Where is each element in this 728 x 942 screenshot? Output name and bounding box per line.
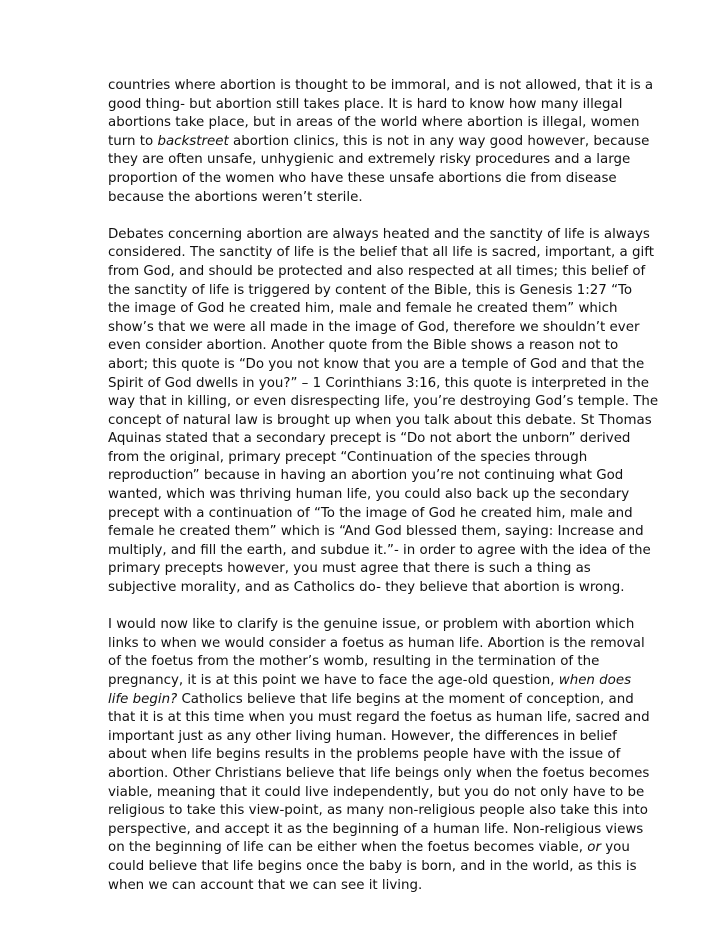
- text-run: show’s that we were all made in the image of God, therefore we shouldn’t ever: [108, 319, 640, 335]
- text-line: [108, 300, 628, 319]
- text-line: [108, 96, 628, 115]
- text-line: [108, 746, 628, 765]
- text-run: links to when we would consider a foetus as human life. Abortion is the removal: [108, 635, 645, 651]
- text-line: [108, 486, 628, 505]
- text-run: about when life begins results in the problems people have with the issue of: [108, 747, 621, 763]
- text-run: important just as any other living human. However, the differences in belief: [108, 728, 617, 744]
- text-run: Aquinas stated that a secondary precept is “Do not abort the unborn” derived: [108, 431, 631, 447]
- text-run: of the foetus from the mother’s womb, resulting in the termination of the: [108, 654, 600, 670]
- text-line: [108, 802, 648, 821]
- text-run: because the abortions weren’t sterile.: [108, 189, 363, 205]
- text-run: on the beginning of life can be either when the foetus becomes viable,: [108, 840, 588, 856]
- text-run: multiply, and fill the earth, and subdue it.”- in order to agree with the idea of the: [108, 542, 651, 558]
- text-run: that it is at this time when you must regard the foetus as human life, sacred and: [108, 710, 650, 726]
- text-run: considered. The sanctity of life is the belief that all life is sacred, important, a gift: [108, 245, 654, 261]
- text-line: [108, 839, 628, 858]
- text-run: viable, meaning that it could live independently, but you do not only have to be: [108, 784, 645, 800]
- text-run: Spirit of God dwells in you?” – 1 Corinthians 3:16, this quote is interpreted in the: [108, 375, 650, 391]
- text-line: [108, 319, 640, 338]
- text-run: reproduction” because in having an abortion you’re not continuing what God: [108, 468, 624, 484]
- text-line: [108, 412, 652, 431]
- text-run: way that in killing, or even disrespecting life, you’re destroying God’s temple. The: [108, 394, 659, 410]
- text-run: proportion of the women who have these unsafe abortions die from disease: [108, 170, 617, 186]
- text-line: [108, 114, 640, 133]
- text-line: [108, 449, 628, 468]
- text-line: [108, 877, 628, 896]
- body-paragraph: [108, 77, 654, 207]
- text-run: the sanctity of life is triggered by content of the Bible, this is Genesis 1:27 “To: [108, 282, 633, 298]
- text-run: abortion. Other Christians believe that life beings only when the foetus becomes: [108, 765, 650, 781]
- text-run: even consider abortion. Another quote from the Bible shows a reason not to: [108, 338, 619, 354]
- text-run: turn to: [108, 133, 158, 149]
- italic-text-run: or: [587, 840, 601, 856]
- text-run: Debates concerning abortion are always heated and the sanctity of life is always: [108, 226, 650, 242]
- text-line: [108, 821, 644, 840]
- text-run: abortion clinics, this is not in any way good however, because: [228, 133, 650, 149]
- text-line: [108, 728, 628, 747]
- text-line: [108, 430, 631, 449]
- text-run: you: [600, 840, 630, 856]
- body-paragraph: [108, 226, 659, 598]
- text-line: [108, 77, 654, 96]
- text-run: I would now like to clarify is the genuine issue, or problem with abortion which: [108, 617, 635, 633]
- text-run: from the original, primary precept “Continuation of the species through: [108, 449, 588, 465]
- text-run: religious to take this view-point, as many non-religious people also take this into: [108, 803, 648, 819]
- text-line: [108, 263, 646, 282]
- italic-text-run: when does: [558, 673, 632, 688]
- text-line: [108, 635, 645, 654]
- text-line: [108, 579, 628, 598]
- text-line: [108, 356, 645, 375]
- text-run: the image of God he created him, male and female he created them” which: [108, 301, 618, 317]
- text-line: [108, 170, 628, 189]
- text-run: abortions take place, but in areas of the world where abortion is illegal, women: [108, 115, 640, 131]
- text-line: [108, 784, 645, 803]
- text-run: concept of natural law is brought up when you talk about this debate. St Thomas: [108, 412, 652, 428]
- text-line: [108, 709, 650, 728]
- text-line: [108, 189, 628, 208]
- text-line: [108, 672, 632, 691]
- text-run: primary precepts however, you must agree that there is such a thing as: [108, 561, 591, 577]
- text-line: [108, 375, 650, 394]
- text-line: [108, 523, 644, 542]
- text-line: [108, 133, 650, 152]
- text-line: [108, 282, 633, 301]
- text-run: they are often unsafe, unhygienic and extremely risky procedures and a large: [108, 152, 631, 168]
- text-run: Catholics believe that life begins at the moment of conception, and: [177, 691, 634, 707]
- text-run: when we can account that we can see it living.: [108, 877, 423, 893]
- text-run: from God, and should be protected and also respected at all times; this belief of: [108, 263, 646, 279]
- text-run: perspective, and accept it as the beginning of a human life. Non-religious views: [108, 821, 644, 837]
- text-run: could believe that life begins once the baby is born, and in the world, as this is: [108, 858, 637, 874]
- text-run: precept with a continuation of “To the image of God he created him, male and: [108, 505, 633, 521]
- document-page: [108, 77, 659, 914]
- text-line: [108, 542, 651, 561]
- text-line: [108, 467, 628, 486]
- text-line: [108, 393, 659, 412]
- text-run: female he created them” which is “And God blessed them, saying: Increase and: [108, 524, 644, 540]
- text-run: good thing- but abortion still takes place. It is hard to know how many illegal: [108, 96, 623, 112]
- italic-text-run: backstreet: [157, 133, 229, 149]
- text-run: subjective morality, and as Catholics do- they believe that abortion is wrong.: [108, 580, 625, 596]
- text-run: abort; this quote is “Do you not know that you are a temple of God and that the: [108, 356, 645, 372]
- text-line: [108, 616, 635, 635]
- italic-text-run: life begin?: [108, 691, 178, 707]
- text-line: [108, 151, 631, 170]
- text-run: countries where abortion is thought to be immoral, and is not allowed, that it is a: [108, 78, 654, 93]
- text-line: [108, 244, 654, 263]
- body-paragraph: [108, 616, 650, 895]
- text-line: [108, 560, 628, 579]
- text-line: [108, 505, 633, 524]
- text-run: pregnancy, it is at this point we have to face the age-old question,: [108, 673, 559, 688]
- text-line: [108, 691, 634, 710]
- text-line: [108, 226, 650, 245]
- text-line: [108, 337, 628, 356]
- text-line: [108, 858, 637, 877]
- text-line: [108, 653, 628, 672]
- text-run: wanted, which was thriving human life, you could also back up the secondary: [108, 487, 630, 503]
- text-line: [108, 765, 650, 784]
